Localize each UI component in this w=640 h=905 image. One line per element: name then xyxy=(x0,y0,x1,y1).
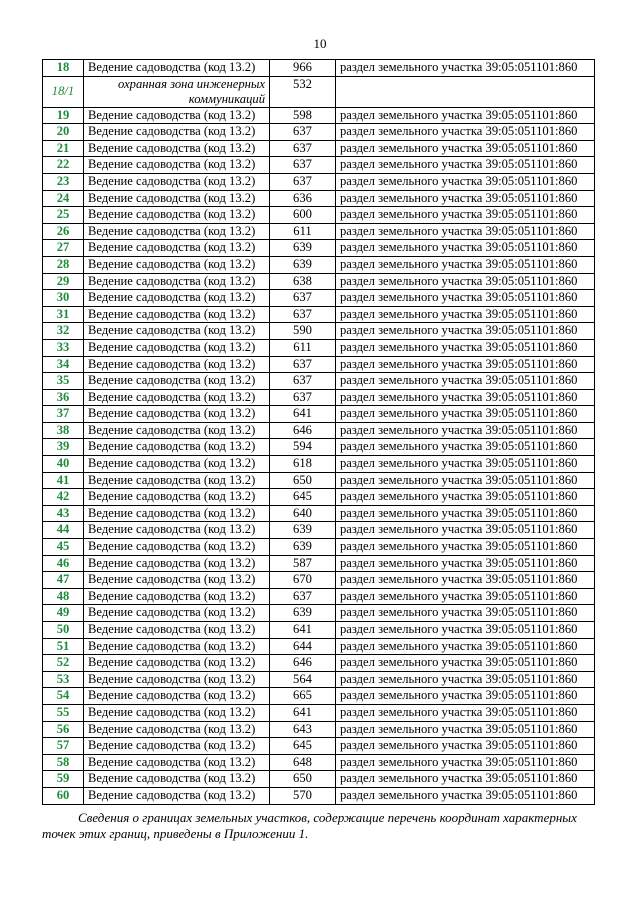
row-number: 48 xyxy=(43,588,84,605)
land-use: Ведение садоводства (код 13.2) xyxy=(84,605,270,622)
area-value: 645 xyxy=(270,738,336,755)
page-number: 10 xyxy=(313,36,327,51)
land-use: Ведение садоводства (код 13.2) xyxy=(84,356,270,373)
note: раздел земельного участка 39:05:051101:860 xyxy=(336,721,595,738)
note: раздел земельного участка 39:05:051101:860 xyxy=(336,489,595,506)
area-value: 594 xyxy=(270,439,336,456)
note: раздел земельного участка 39:05:051101:860 xyxy=(336,107,595,124)
land-use: Ведение садоводства (код 13.2) xyxy=(84,323,270,340)
area-value: 637 xyxy=(270,373,336,390)
area-value: 638 xyxy=(270,273,336,290)
note: раздел земельного участка 39:05:051101:860 xyxy=(336,771,595,788)
area-value: 650 xyxy=(270,472,336,489)
row-number: 39 xyxy=(43,439,84,456)
note: раздел земельного участка 39:05:051101:860 xyxy=(336,157,595,174)
area-value: 645 xyxy=(270,489,336,506)
note: раздел земельного участка 39:05:051101:860 xyxy=(336,638,595,655)
row-number: 54 xyxy=(43,688,84,705)
note: раздел земельного участка 39:05:051101:860 xyxy=(336,406,595,423)
land-use: Ведение садоводства (код 13.2) xyxy=(84,256,270,273)
land-use: Ведение садоводства (код 13.2) xyxy=(84,655,270,672)
land-use: Ведение садоводства (код 13.2) xyxy=(84,273,270,290)
note: раздел земельного участка 39:05:051101:860 xyxy=(336,339,595,356)
row-number: 51 xyxy=(43,638,84,655)
land-use: Ведение садоводства (код 13.2) xyxy=(84,107,270,124)
note: раздел земельного участка 39:05:051101:860 xyxy=(336,373,595,390)
area-value: 636 xyxy=(270,190,336,207)
row-number: 29 xyxy=(43,273,84,290)
note: раздел земельного участка 39:05:051101:860 xyxy=(336,704,595,721)
note: раздел земельного участка 39:05:051101:860 xyxy=(336,207,595,224)
land-use: Ведение садоводства (код 13.2) xyxy=(84,638,270,655)
row-number: 25 xyxy=(43,207,84,224)
table-row xyxy=(43,622,595,639)
row-number: 31 xyxy=(43,306,84,323)
area-value: 637 xyxy=(270,290,336,307)
note: раздел земельного участка 39:05:051101:860 xyxy=(336,223,595,240)
note: раздел земельного участка 39:05:051101:860 xyxy=(336,622,595,639)
land-use: Ведение садоводства (код 13.2) xyxy=(84,555,270,572)
row-number: 18 xyxy=(43,60,84,77)
note: раздел земельного участка 39:05:051101:860 xyxy=(336,60,595,77)
area-value: 600 xyxy=(270,207,336,224)
area-value: 648 xyxy=(270,754,336,771)
note: раздел земельного участка 39:05:051101:860 xyxy=(336,240,595,257)
table-row xyxy=(43,771,595,788)
area-value: 644 xyxy=(270,638,336,655)
note: раздел земельного участка 39:05:051101:860 xyxy=(336,522,595,539)
note: раздел земельного участка 39:05:051101:860 xyxy=(336,555,595,572)
row-number: 56 xyxy=(43,721,84,738)
note: раздел земельного участка 39:05:051101:860 xyxy=(336,140,595,157)
area-value: 564 xyxy=(270,671,336,688)
table-row xyxy=(43,472,595,489)
table-row xyxy=(43,721,595,738)
note: раздел земельного участка 39:05:051101:860 xyxy=(336,306,595,323)
area-value: 618 xyxy=(270,456,336,473)
row-number: 47 xyxy=(43,572,84,589)
area-value: 641 xyxy=(270,622,336,639)
land-use: Ведение садоводства (код 13.2) xyxy=(84,306,270,323)
table-row xyxy=(43,290,595,307)
table-row xyxy=(43,306,595,323)
table-row xyxy=(43,356,595,373)
note: раздел земельного участка 39:05:051101:860 xyxy=(336,173,595,190)
row-number: 19 xyxy=(43,107,84,124)
area-value: 650 xyxy=(270,771,336,788)
row-number: 36 xyxy=(43,389,84,406)
land-use: Ведение садоводства (код 13.2) xyxy=(84,339,270,356)
row-number: 49 xyxy=(43,605,84,622)
table-row xyxy=(43,240,595,257)
table-row xyxy=(43,190,595,207)
land-use: Ведение садоводства (код 13.2) xyxy=(84,522,270,539)
area-value: 587 xyxy=(270,555,336,572)
area-value: 637 xyxy=(270,157,336,174)
area-value: 637 xyxy=(270,389,336,406)
area-value: 646 xyxy=(270,655,336,672)
land-use: Ведение садоводства (код 13.2) xyxy=(84,704,270,721)
table-row xyxy=(43,539,595,556)
land-use: Ведение садоводства (код 13.2) xyxy=(84,721,270,738)
table-row xyxy=(43,588,595,605)
row-number: 18/1 xyxy=(43,76,84,107)
table-row xyxy=(43,688,595,705)
area-value: 611 xyxy=(270,339,336,356)
land-use: Ведение садоводства (код 13.2) xyxy=(84,588,270,605)
table-row xyxy=(43,339,595,356)
table-row xyxy=(43,738,595,755)
table-row xyxy=(43,605,595,622)
row-number: 35 xyxy=(43,373,84,390)
land-use: Ведение садоводства (код 13.2) xyxy=(84,439,270,456)
row-number: 23 xyxy=(43,173,84,190)
note: раздел земельного участка 39:05:051101:860 xyxy=(336,273,595,290)
table-row xyxy=(43,422,595,439)
land-use: Ведение садоводства (код 13.2) xyxy=(84,157,270,174)
note: раздел земельного участка 39:05:051101:860 xyxy=(336,655,595,672)
table-row xyxy=(43,671,595,688)
land-use: Ведение садоводства (код 13.2) xyxy=(84,140,270,157)
area-value: 639 xyxy=(270,522,336,539)
land-use: Ведение садоводства (код 13.2) xyxy=(84,173,270,190)
land-use: Ведение садоводства (код 13.2) xyxy=(84,240,270,257)
land-use: Ведение садоводства (код 13.2) xyxy=(84,124,270,141)
row-number: 52 xyxy=(43,655,84,672)
note: раздел земельного участка 39:05:051101:860 xyxy=(336,190,595,207)
note: раздел земельного участка 39:05:051101:860 xyxy=(336,671,595,688)
note: раздел земельного участка 39:05:051101:860 xyxy=(336,124,595,141)
row-number: 21 xyxy=(43,140,84,157)
row-number: 38 xyxy=(43,422,84,439)
table-row xyxy=(43,572,595,589)
land-use: Ведение садоводства (код 13.2) xyxy=(84,754,270,771)
note xyxy=(336,76,595,107)
row-number: 42 xyxy=(43,489,84,506)
note: раздел земельного участка 39:05:051101:860 xyxy=(336,539,595,556)
table-row xyxy=(43,207,595,224)
row-number: 41 xyxy=(43,472,84,489)
table-row xyxy=(43,439,595,456)
land-use: Ведение садоводства (код 13.2) xyxy=(84,190,270,207)
land-use: Ведение садоводства (код 13.2) xyxy=(84,406,270,423)
table-row xyxy=(43,60,595,77)
area-value: 640 xyxy=(270,505,336,522)
land-use: Ведение садоводства (код 13.2) xyxy=(84,505,270,522)
land-use: Ведение садоводства (код 13.2) xyxy=(84,472,270,489)
area-value: 532 xyxy=(270,76,336,107)
area-value: 670 xyxy=(270,572,336,589)
table-row xyxy=(43,389,595,406)
table-row xyxy=(43,140,595,157)
table-row xyxy=(43,704,595,721)
note: раздел земельного участка 39:05:051101:860 xyxy=(336,472,595,489)
land-use: Ведение садоводства (код 13.2) xyxy=(84,223,270,240)
table-row xyxy=(43,522,595,539)
area-value: 639 xyxy=(270,240,336,257)
note: раздел земельного участка 39:05:051101:860 xyxy=(336,605,595,622)
land-use: Ведение садоводства (код 13.2) xyxy=(84,60,270,77)
row-number: 43 xyxy=(43,505,84,522)
row-number: 45 xyxy=(43,539,84,556)
area-value: 598 xyxy=(270,107,336,124)
row-number: 59 xyxy=(43,771,84,788)
row-number: 20 xyxy=(43,124,84,141)
note: раздел земельного участка 39:05:051101:860 xyxy=(336,588,595,605)
note: раздел земельного участка 39:05:051101:860 xyxy=(336,738,595,755)
note: раздел земельного участка 39:05:051101:860 xyxy=(336,505,595,522)
table-row xyxy=(43,323,595,340)
area-value: 639 xyxy=(270,605,336,622)
table-row xyxy=(43,505,595,522)
note: раздел земельного участка 39:05:051101:860 xyxy=(336,688,595,705)
note: раздел земельного участка 39:05:051101:860 xyxy=(336,290,595,307)
land-use: охранная зона инженерных коммуникаций xyxy=(84,76,270,107)
table-row xyxy=(43,638,595,655)
land-use: Ведение садоводства (код 13.2) xyxy=(84,456,270,473)
table-row xyxy=(43,406,595,423)
area-value: 637 xyxy=(270,173,336,190)
row-number: 53 xyxy=(43,671,84,688)
area-value: 637 xyxy=(270,124,336,141)
row-number: 44 xyxy=(43,522,84,539)
note: раздел земельного участка 39:05:051101:860 xyxy=(336,572,595,589)
area-value: 611 xyxy=(270,223,336,240)
land-use: Ведение садоводства (код 13.2) xyxy=(84,489,270,506)
table-row xyxy=(43,489,595,506)
land-use: Ведение садоводства (код 13.2) xyxy=(84,207,270,224)
note: раздел земельного участка 39:05:051101:860 xyxy=(336,389,595,406)
note: раздел земельного участка 39:05:051101:860 xyxy=(336,323,595,340)
area-value: 966 xyxy=(270,60,336,77)
land-use: Ведение садоводства (код 13.2) xyxy=(84,771,270,788)
table-row xyxy=(43,754,595,771)
table-row xyxy=(43,655,595,672)
land-use: Ведение садоводства (код 13.2) xyxy=(84,622,270,639)
land-use: Ведение садоводства (код 13.2) xyxy=(84,688,270,705)
row-number: 27 xyxy=(43,240,84,257)
area-value: 637 xyxy=(270,306,336,323)
area-value: 641 xyxy=(270,406,336,423)
note: раздел земельного участка 39:05:051101:860 xyxy=(336,439,595,456)
row-number: 30 xyxy=(43,290,84,307)
table-row xyxy=(43,555,595,572)
land-use: Ведение садоводства (код 13.2) xyxy=(84,738,270,755)
table-body xyxy=(43,60,595,805)
note: раздел земельного участка 39:05:051101:860 xyxy=(336,754,595,771)
row-number: 60 xyxy=(43,787,84,804)
row-number: 22 xyxy=(43,157,84,174)
area-value: 637 xyxy=(270,356,336,373)
row-number: 57 xyxy=(43,738,84,755)
note: раздел земельного участка 39:05:051101:860 xyxy=(336,256,595,273)
land-use: Ведение садоводства (код 13.2) xyxy=(84,422,270,439)
note: раздел земельного участка 39:05:051101:860 xyxy=(336,422,595,439)
row-number: 34 xyxy=(43,356,84,373)
land-use: Ведение садоводства (код 13.2) xyxy=(84,389,270,406)
area-value: 637 xyxy=(270,588,336,605)
area-value: 637 xyxy=(270,140,336,157)
table-row xyxy=(43,173,595,190)
land-plots-table xyxy=(42,59,595,805)
table-row xyxy=(43,787,595,804)
area-value: 665 xyxy=(270,688,336,705)
area-value: 646 xyxy=(270,422,336,439)
land-use: Ведение садоводства (код 13.2) xyxy=(84,373,270,390)
table-row xyxy=(43,124,595,141)
row-number: 24 xyxy=(43,190,84,207)
note: раздел земельного участка 39:05:051101:860 xyxy=(336,456,595,473)
area-value: 643 xyxy=(270,721,336,738)
note: раздел земельного участка 39:05:051101:860 xyxy=(336,356,595,373)
table-row xyxy=(43,107,595,124)
table-row xyxy=(43,223,595,240)
area-value: 590 xyxy=(270,323,336,340)
row-number: 55 xyxy=(43,704,84,721)
row-number: 58 xyxy=(43,754,84,771)
row-number: 46 xyxy=(43,555,84,572)
land-use: Ведение садоводства (код 13.2) xyxy=(84,671,270,688)
row-number: 33 xyxy=(43,339,84,356)
area-value: 639 xyxy=(270,539,336,556)
table-row xyxy=(43,456,595,473)
area-value: 641 xyxy=(270,704,336,721)
land-use: Ведение садоводства (код 13.2) xyxy=(84,572,270,589)
row-number: 37 xyxy=(43,406,84,423)
table-row xyxy=(43,157,595,174)
footnote: Сведения о границах земельных участков, содержащие перечень координат характерных точек этих границ, приведены в Приложении 1. xyxy=(42,810,577,841)
area-value: 639 xyxy=(270,256,336,273)
row-number: 50 xyxy=(43,622,84,639)
table-sub-row xyxy=(43,76,595,107)
land-use: Ведение садоводства (код 13.2) xyxy=(84,787,270,804)
table-row xyxy=(43,273,595,290)
row-number: 32 xyxy=(43,323,84,340)
land-use: Ведение садоводства (код 13.2) xyxy=(84,539,270,556)
row-number: 28 xyxy=(43,256,84,273)
area-value: 570 xyxy=(270,787,336,804)
row-number: 26 xyxy=(43,223,84,240)
note: раздел земельного участка 39:05:051101:860 xyxy=(336,787,595,804)
table-row xyxy=(43,373,595,390)
land-use: Ведение садоводства (код 13.2) xyxy=(84,290,270,307)
row-number: 40 xyxy=(43,456,84,473)
table-row xyxy=(43,256,595,273)
